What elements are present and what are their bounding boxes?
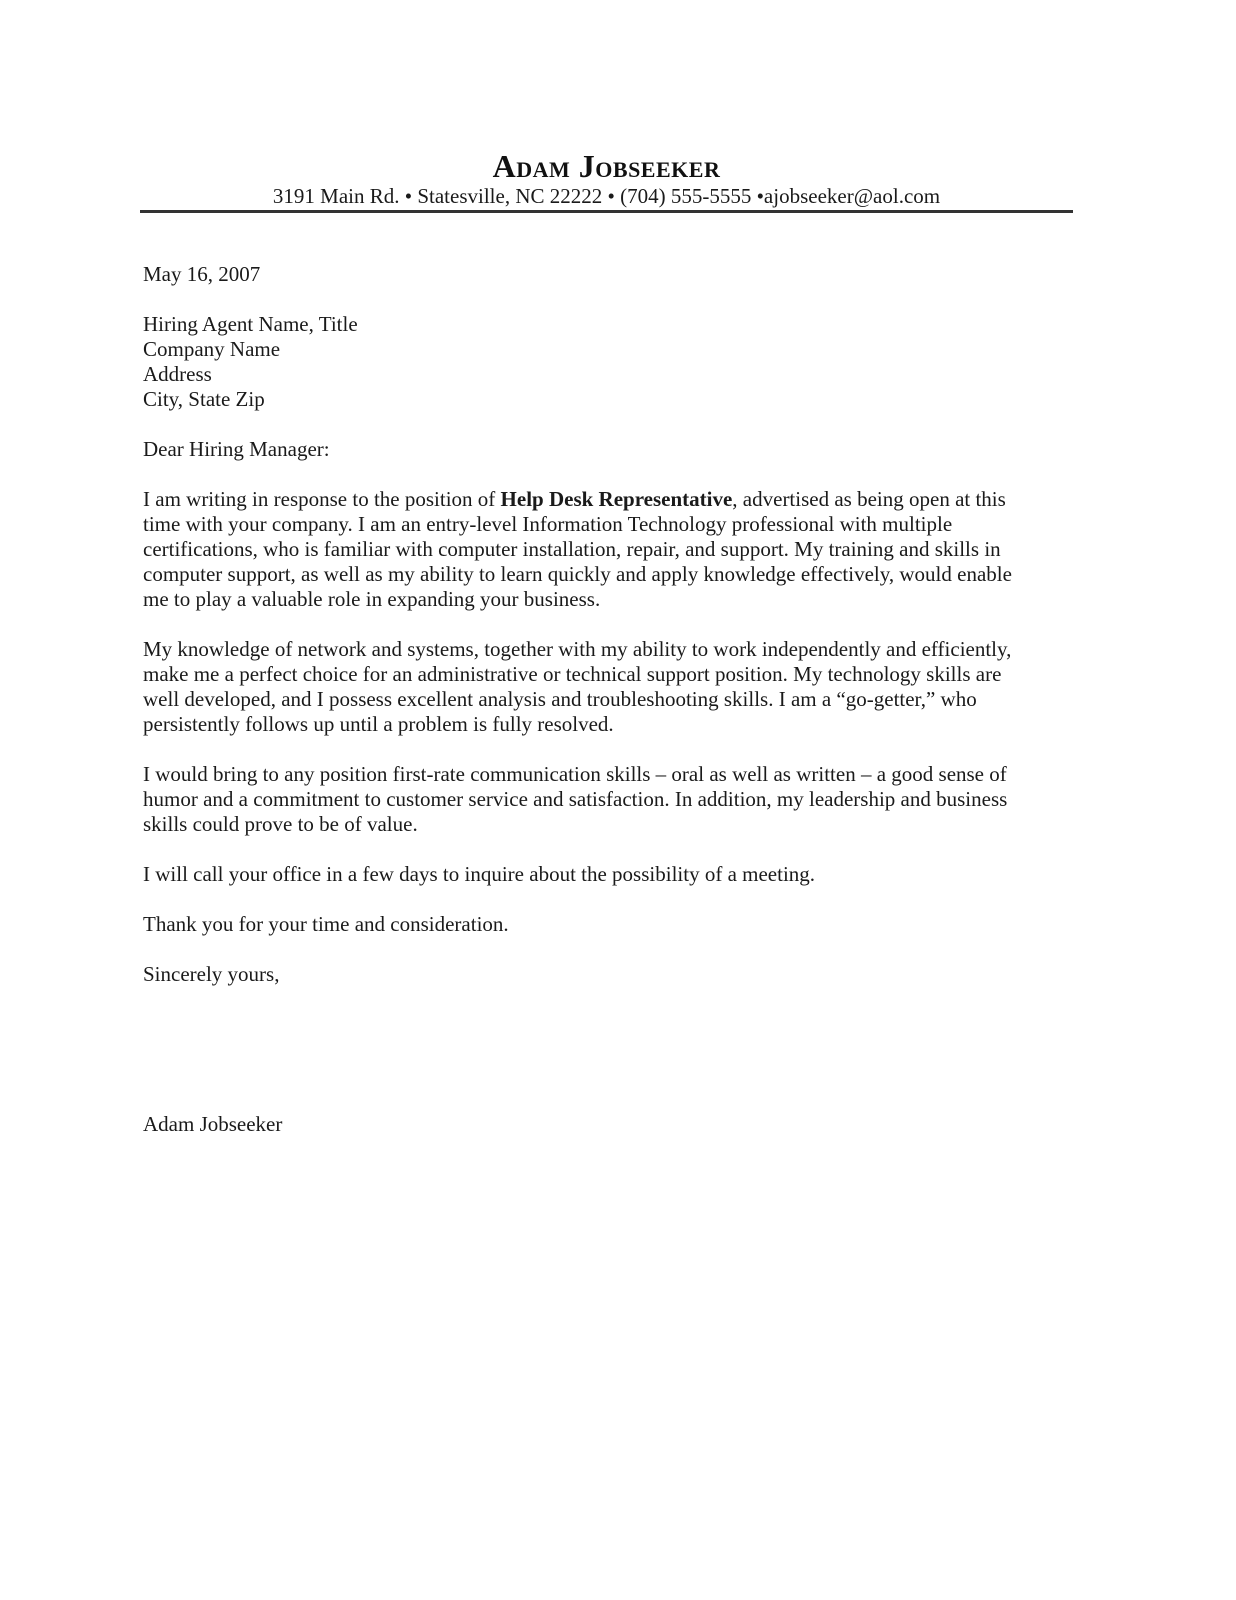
- paragraph-line: skills could prove to be of value.: [143, 812, 418, 836]
- letter-date: May 16, 2007: [143, 262, 261, 286]
- paragraph-line: me to play a valuable role in expanding your business.: [143, 587, 601, 611]
- paragraph-line: well developed, and I possess excellent analysis and troubleshooting skills. I am a “go-getter,” who: [143, 687, 977, 711]
- position-title: Help Desk Representative: [500, 487, 733, 511]
- signature-name: Adam Jobseeker: [143, 1112, 283, 1136]
- paragraph-intro: [143, 487, 1063, 612]
- paragraph-line: computer support, as well as my ability to learn quickly and apply knowledge effectively, would enable: [143, 562, 1012, 586]
- recipient-line: Company Name: [143, 337, 281, 361]
- text-run: I am writing in response to the position of: [143, 487, 501, 511]
- paragraph-line: persistently follows up until a problem is fully resolved.: [143, 712, 614, 736]
- letterhead-divider: [140, 210, 1073, 213]
- sender-contact-line: 3191 Main Rd. • Statesville, NC 22222 • (704) 555-5555 •ajobseeker@aol.com: [272, 184, 941, 208]
- closing: Sincerely yours,: [143, 962, 280, 986]
- text-run: , advertised as being open at this: [732, 487, 1006, 511]
- paragraph-thanks: Thank you for your time and consideration.: [143, 912, 509, 936]
- paragraph-knowledge: [143, 637, 1063, 737]
- salutation: Dear Hiring Manager:: [143, 437, 330, 461]
- paragraph-line: time with your company. I am an entry-level Information Technology professional with multiple: [143, 512, 953, 536]
- recipient-address: [143, 312, 1063, 412]
- sender-name: Adam Jobseeker: [492, 148, 721, 184]
- recipient-line: City, State Zip: [143, 387, 265, 411]
- paragraph-followup: I will call your office in a few days to inquire about the possibility of a meeting.: [143, 862, 816, 886]
- paragraph-line: [143, 487, 1063, 512]
- paragraph-line: certifications, who is familiar with computer installation, repair, and support. My training and skills in: [143, 537, 1001, 561]
- paragraph-line: make me a perfect choice for an administrative or technical support position. My technology skills are: [143, 662, 1002, 686]
- paragraph-line: My knowledge of network and systems, together with my ability to work independently and efficiently,: [143, 637, 1012, 661]
- recipient-line: Hiring Agent Name, Title: [143, 312, 358, 336]
- paragraph-line: I would bring to any position first-rate communication skills – oral as well as written – a good sense of: [143, 762, 1007, 786]
- paragraph-line: humor and a commitment to customer service and satisfaction. In addition, my leadership and business: [143, 787, 1008, 811]
- recipient-line: Address: [143, 362, 212, 386]
- paragraph-skills: [143, 762, 1063, 837]
- letter-body: [143, 262, 1063, 1137]
- letterhead: [140, 146, 1073, 209]
